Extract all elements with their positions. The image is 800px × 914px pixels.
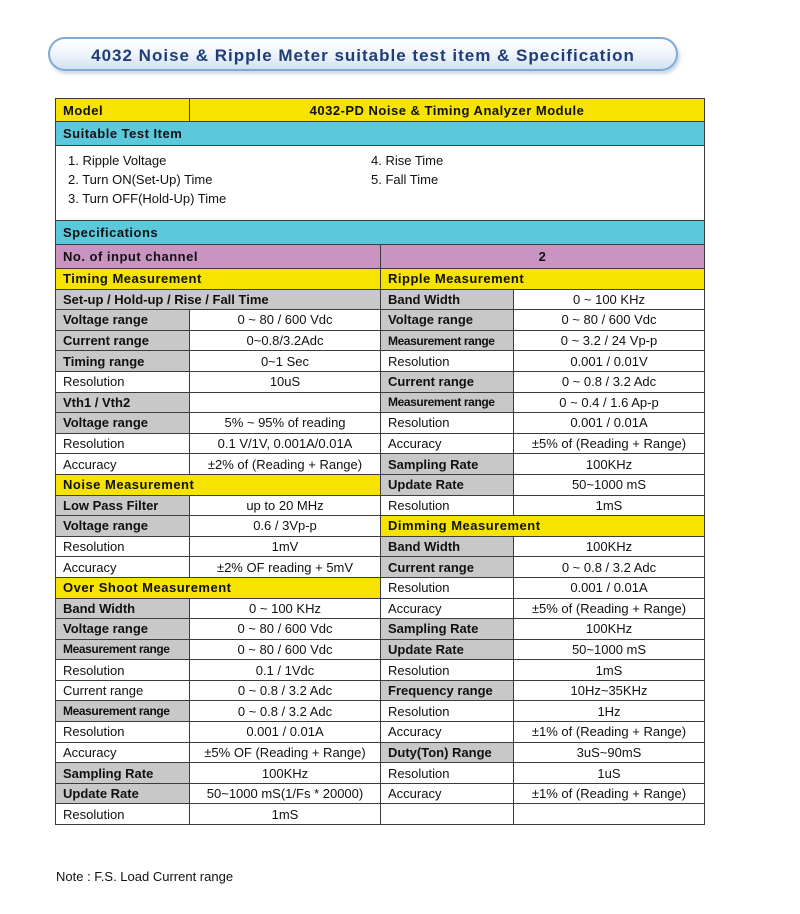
spec-value: 0 ~ 0.4 / 1.6 Ap-p [514, 392, 705, 413]
spec-row [56, 474, 705, 495]
spec-value: 0.1 V/1V, 0.001A/0.01A [190, 433, 381, 454]
spec-value: 0.6 / 3Vp-p [190, 516, 381, 537]
spec-value: 50~1000 mS [514, 474, 705, 495]
spec-value: 0.1 / 1Vdc [190, 660, 381, 681]
spec-label: Current range [381, 371, 514, 392]
spec-row [56, 619, 705, 640]
spec-label: Voltage range [56, 516, 190, 537]
spec-label: Measurement range [56, 639, 190, 660]
spec-label: Update Rate [381, 474, 514, 495]
spec-label: Resolution [56, 433, 190, 454]
spec-label: Band Width [381, 289, 514, 310]
spec-value: 0 ~ 0.8 / 3.2 Adc [514, 557, 705, 578]
spec-value: 5% ~ 95% of reading [190, 413, 381, 434]
spec-value: 0 ~ 3.2 / 24 Vp-p [514, 330, 705, 351]
spec-label: Resolution [381, 660, 514, 681]
spec-row [56, 289, 705, 310]
spec-label: Resolution [56, 536, 190, 557]
spec-value: ±5% OF (Reading + Range) [190, 742, 381, 763]
spec-value: 0.001 / 0.01A [514, 577, 705, 598]
spec-label: Accuracy [56, 742, 190, 763]
spec-label: Band Width [56, 598, 190, 619]
spec-label: Current range [56, 330, 190, 351]
input-channel-value: 2 [381, 245, 705, 269]
spec-row [56, 310, 705, 331]
spec-label: Resolution [56, 371, 190, 392]
spec-row [56, 495, 705, 516]
spec-label: Measurement range [381, 392, 514, 413]
spec-label: Current range [381, 557, 514, 578]
spec-row [56, 783, 705, 804]
spec-row [56, 557, 705, 578]
spec-label: Vth1 / Vth2 [56, 392, 190, 413]
spec-label: Accuracy [381, 598, 514, 619]
spec-label: Voltage range [56, 619, 190, 640]
suitable-test-item-list [56, 146, 705, 221]
spec-value: 0 ~ 100 KHz [514, 289, 705, 310]
spec-label: Accuracy [381, 783, 514, 804]
spec-value: 0 ~ 80 / 600 Vdc [190, 310, 381, 331]
spec-value: 1mS [514, 660, 705, 681]
spec-label: Current range [56, 680, 190, 701]
spec-label: Resolution [381, 763, 514, 784]
test-item: 3. Turn OFF(Hold-Up) Time [68, 191, 227, 206]
spec-value: 10Hz~35KHz [514, 680, 705, 701]
spec-value: up to 20 MHz [190, 495, 381, 516]
specification-table [55, 98, 705, 825]
section-header: Ripple Measurement [381, 269, 705, 290]
spec-label: Update Rate [56, 783, 190, 804]
spec-label [190, 392, 381, 413]
spec-row [56, 763, 705, 784]
spec-row [56, 701, 705, 722]
spec-value: 0.001 / 0.01V [514, 351, 705, 372]
spec-row [56, 433, 705, 454]
spec-value: 0 ~ 0.8 / 3.2 Adc [190, 701, 381, 722]
test-item: 4. Rise Time [371, 153, 444, 168]
spec-label: Band Width [381, 536, 514, 557]
suitable-test-item-header: Suitable Test Item [56, 122, 705, 146]
spec-value: 0 ~ 0.8 / 3.2 Adc [190, 680, 381, 701]
spec-label: Resolution [381, 351, 514, 372]
spec-label: Measurement range [56, 701, 190, 722]
spec-value: 0.001 / 0.01A [190, 722, 381, 743]
input-channel-label: No. of input channel [56, 245, 381, 269]
spec-label: Accuracy [381, 722, 514, 743]
spec-value: 0 ~ 80 / 600 Vdc [514, 310, 705, 331]
spec-value: ±1% of (Reading + Range) [514, 722, 705, 743]
spec-value: 1mS [514, 495, 705, 516]
spec-label: Sampling Rate [56, 763, 190, 784]
spec-row [56, 722, 705, 743]
test-item: 1. Ripple Voltage [68, 153, 167, 168]
spec-value: 0.001 / 0.01A [514, 413, 705, 434]
spec-value: 1mV [190, 536, 381, 557]
spec-row [56, 392, 705, 413]
spec-row [56, 413, 705, 434]
spec-value: 100KHz [514, 619, 705, 640]
spec-value: 0 ~ 80 / 600 Vdc [190, 619, 381, 640]
title-banner [48, 37, 678, 71]
spec-label: Set-up / Hold-up / Rise / Fall Time [56, 289, 381, 310]
spec-row [56, 371, 705, 392]
spec-label: Frequency range [381, 680, 514, 701]
model-value: 4032-PD Noise & Timing Analyzer Module [190, 99, 705, 122]
spec-row [56, 598, 705, 619]
spec-label: Low Pass Filter [56, 495, 190, 516]
spec-value: 100KHz [190, 763, 381, 784]
spec-value: 3uS~90mS [514, 742, 705, 763]
spec-label: Measurement range [381, 330, 514, 351]
spec-row [56, 660, 705, 681]
section-header: Noise Measurement [56, 474, 381, 495]
spec-value: ±2% of (Reading + Range) [190, 454, 381, 475]
spec-label: Resolution [56, 804, 190, 825]
spec-label: Voltage range [56, 413, 190, 434]
spec-label: Resolution [56, 660, 190, 681]
spec-value: ±1% of (Reading + Range) [514, 783, 705, 804]
spec-label: Resolution [56, 722, 190, 743]
spec-value: 0~0.8/3.2Adc [190, 330, 381, 351]
spec-row [56, 536, 705, 557]
specifications-header: Specifications [56, 221, 705, 245]
spec-value: 50~1000 mS [514, 639, 705, 660]
spec-value: 1mS [190, 804, 381, 825]
spec-value: ±5% of (Reading + Range) [514, 598, 705, 619]
spec-value: 0~1 Sec [190, 351, 381, 372]
section-header: Dimming Measurement [381, 516, 705, 537]
spec-value: 10uS [190, 371, 381, 392]
test-item: 5. Fall Time [371, 172, 439, 187]
spec-row [56, 330, 705, 351]
section-header: Timing Measurement [56, 269, 381, 290]
spec-label: Update Rate [381, 639, 514, 660]
test-item: 2. Turn ON(Set-Up) Time [68, 172, 213, 187]
spec-row [56, 742, 705, 763]
spec-row [56, 516, 705, 537]
spec-label: Accuracy [381, 433, 514, 454]
spec-row [56, 680, 705, 701]
spec-label: Sampling Rate [381, 619, 514, 640]
spec-row [56, 269, 705, 290]
spec-label: Timing range [56, 351, 190, 372]
page-title: 4032 Noise & Ripple Meter suitable test item & Specification [91, 46, 635, 65]
spec-label: Voltage range [381, 310, 514, 331]
spec-label: Sampling Rate [381, 454, 514, 475]
spec-row [56, 639, 705, 660]
spec-value: 0 ~ 0.8 / 3.2 Adc [514, 371, 705, 392]
footnote: Note : F.S. Load Current range [56, 869, 234, 884]
spec-label: Resolution [381, 413, 514, 434]
spec-value: 1Hz [514, 701, 705, 722]
spec-label: Resolution [381, 495, 514, 516]
spec-label: Accuracy [56, 557, 190, 578]
spec-label [514, 804, 705, 825]
spec-label: Duty(Ton) Range [381, 742, 514, 763]
spec-row [56, 804, 705, 825]
spec-label: Resolution [381, 577, 514, 598]
spec-label: Voltage range [56, 310, 190, 331]
spec-value: 1uS [514, 763, 705, 784]
spec-row [56, 454, 705, 475]
spec-row [56, 577, 705, 598]
model-label: Model [56, 99, 190, 122]
spec-value: ±5% of (Reading + Range) [514, 433, 705, 454]
spec-value: 0 ~ 80 / 600 Vdc [190, 639, 381, 660]
spec-value: 100KHz [514, 536, 705, 557]
spec-label: Resolution [381, 701, 514, 722]
spec-label [381, 804, 514, 825]
spec-value: ±2% OF reading + 5mV [190, 557, 381, 578]
spec-label: Accuracy [56, 454, 190, 475]
spec-value: 100KHz [514, 454, 705, 475]
section-header: Over Shoot Measurement [56, 577, 381, 598]
spec-value: 0 ~ 100 KHz [190, 598, 381, 619]
spec-value: 50~1000 mS(1/Fs * 20000) [190, 783, 381, 804]
spec-row [56, 351, 705, 372]
